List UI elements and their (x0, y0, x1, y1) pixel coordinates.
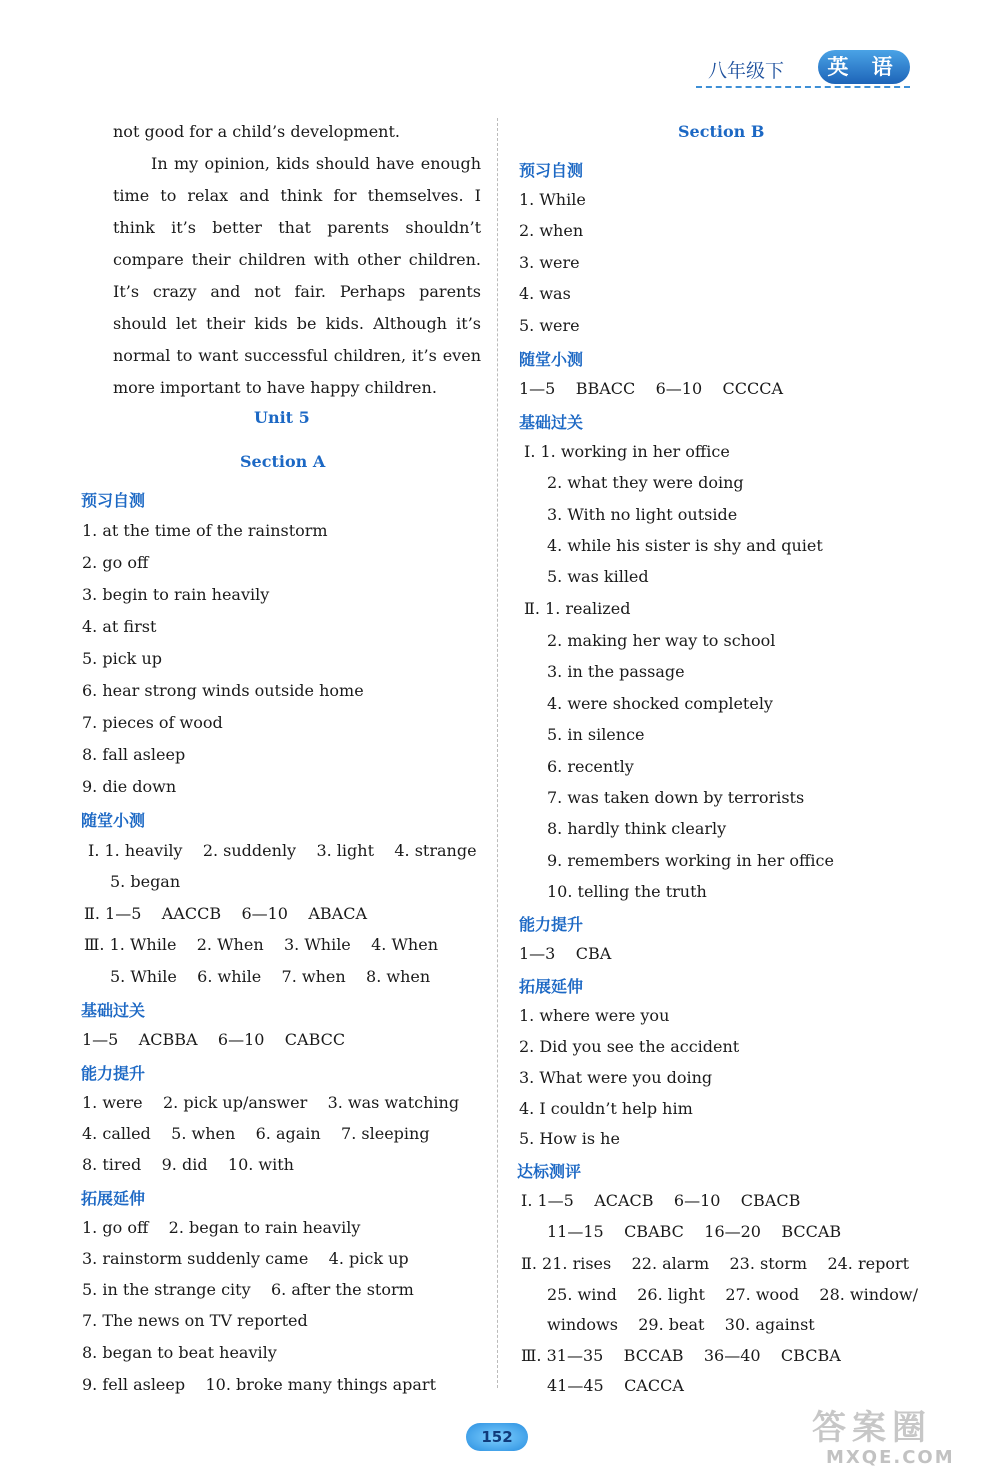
list-item: 8. hardly think clearly (547, 819, 727, 838)
list-item: 9. remembers working in her office (547, 851, 834, 870)
list-item: 3. in the passage (547, 662, 685, 681)
list-item: 1—5 BBACC 6—10 CCCCA (519, 379, 784, 398)
list-item: 3. rainstorm suddenly came 4. pick up (82, 1249, 409, 1268)
list-item: 3. What were you doing (519, 1068, 713, 1087)
basic-heading: 基础过关 (519, 413, 584, 432)
subject-badge: 英 语 (818, 50, 910, 84)
list-item: 9. die down (82, 777, 177, 796)
list-item: 41—45 CACCA (547, 1376, 684, 1395)
list-item: 4. while his sister is shy and quiet (547, 536, 823, 555)
list-item: 8. tired 9. did 10. with (82, 1155, 294, 1174)
list-item: 10. telling the truth (547, 882, 707, 901)
list-item: 4. were shocked completely (547, 694, 773, 713)
paragraph-line: not good for a child’s development. (113, 122, 400, 141)
header-divider (696, 86, 910, 88)
list-item: 5. began (110, 872, 181, 891)
ability-heading: 能力提升 (519, 915, 584, 934)
list-item: 5. were (519, 316, 580, 335)
list-item: 6. hear strong winds outside home (82, 681, 364, 700)
list-item: 2. when (519, 221, 584, 240)
page-number: 152 (466, 1423, 528, 1451)
list-item: Ⅲ. 1. While 2. When 3. While 4. When (84, 935, 438, 954)
list-item: 25. wind 26. light 27. wood 28. window/ (547, 1285, 919, 1304)
list-item: 1—3 CBA (519, 944, 612, 963)
list-item: Ⅱ. 1. realized (524, 599, 631, 618)
list-item: 5. While 6. while 7. when 8. when (110, 967, 431, 986)
extend-heading: 拓展延伸 (81, 1189, 146, 1208)
watermark-logo (812, 1408, 992, 1470)
list-item: 2. making her way to school (547, 631, 776, 650)
list-item: 5. in silence (547, 725, 645, 744)
list-item: 2. Did you see the accident (519, 1037, 740, 1056)
list-item: 11—15 CBABC 16—20 BCCAB (547, 1222, 842, 1241)
list-item: Ⅰ. 1—5 ACACB 6—10 CBACB (521, 1191, 801, 1210)
paragraph-body: In my opinion, kids should have enough time to relax and think for themselves. I think it’s better that parents shouldn’t compare their children with other children. It’s crazy and not fair. Perhaps parents should let their kids be kids. Although it’s normal to want successful children, it’s even more important to have happy children. (113, 154, 481, 397)
extend-heading: 拓展延伸 (519, 977, 584, 996)
list-item: Ⅲ. 31—35 BCCAB 36—40 CBCBA (521, 1346, 841, 1365)
list-item: Ⅱ. 1—5 AACCB 6—10 ABACA (84, 904, 367, 923)
quiz-heading: 随堂小测 (81, 811, 146, 830)
list-item: 2. what they were doing (547, 473, 744, 492)
list-item: 3. With no light outside (547, 505, 738, 524)
list-item: 1. at the time of the rainstorm (82, 521, 328, 540)
intro-paragraph (113, 116, 481, 404)
list-item: 5. pick up (82, 649, 162, 668)
list-item: 5. in the strange city 6. after the storm (82, 1280, 414, 1299)
list-item: 7. was taken down by terrorists (547, 788, 805, 807)
list-item: 2. go off (82, 553, 149, 572)
list-item: 4. called 5. when 6. again 7. sleeping (82, 1124, 430, 1143)
list-item: 4. was (519, 284, 571, 303)
quiz-heading: 随堂小测 (519, 350, 584, 369)
list-item: 7. The news on TV reported (82, 1311, 308, 1330)
list-item: 1. where were you (519, 1006, 670, 1025)
section-a-title: Section A (240, 452, 326, 471)
list-item: 8. fall asleep (82, 745, 186, 764)
list-item: Ⅰ. 1. heavily 2. suddenly 3. light 4. strange (88, 841, 477, 860)
list-item: 6. recently (547, 757, 634, 776)
test-heading: 达标测评 (517, 1162, 582, 1181)
preview-heading: 预习自测 (81, 491, 146, 510)
list-item: 5. was killed (547, 567, 649, 586)
list-item: 8. began to beat heavily (82, 1343, 277, 1362)
list-item: 4. at first (82, 617, 157, 636)
list-item: Ⅰ. 1. working in her office (524, 442, 730, 461)
list-item: 1. were 2. pick up/answer 3. was watching (82, 1093, 460, 1112)
unit-title: Unit 5 (254, 408, 310, 427)
section-b-title: Section B (678, 122, 765, 141)
list-item: 1. While (519, 190, 586, 209)
preview-heading: 预习自测 (519, 161, 584, 180)
basic-heading: 基础过关 (81, 1001, 146, 1020)
list-item: 3. begin to rain heavily (82, 585, 270, 604)
ability-heading: 能力提升 (81, 1064, 146, 1083)
list-item: 3. were (519, 253, 580, 272)
list-item: 7. pieces of wood (82, 713, 223, 732)
list-item: 4. I couldn’t help him (519, 1099, 693, 1118)
list-item: Ⅱ. 21. rises 22. alarm 23. storm 24. report (521, 1254, 910, 1273)
watermark-text: 答案圈 (812, 1408, 932, 1448)
list-item: 1. go off 2. began to rain heavily (82, 1218, 361, 1237)
list-item: 9. fell asleep 10. broke many things apart (82, 1375, 436, 1394)
list-item: windows 29. beat 30. against (547, 1315, 815, 1334)
list-item: 1—5 ACBBA 6—10 CABCC (82, 1030, 346, 1049)
watermark-url: MXQE.COM (826, 1447, 955, 1468)
header-grade: 八年级下 (708, 60, 785, 82)
list-item: 5. How is he (519, 1129, 620, 1148)
column-divider (497, 118, 498, 1388)
